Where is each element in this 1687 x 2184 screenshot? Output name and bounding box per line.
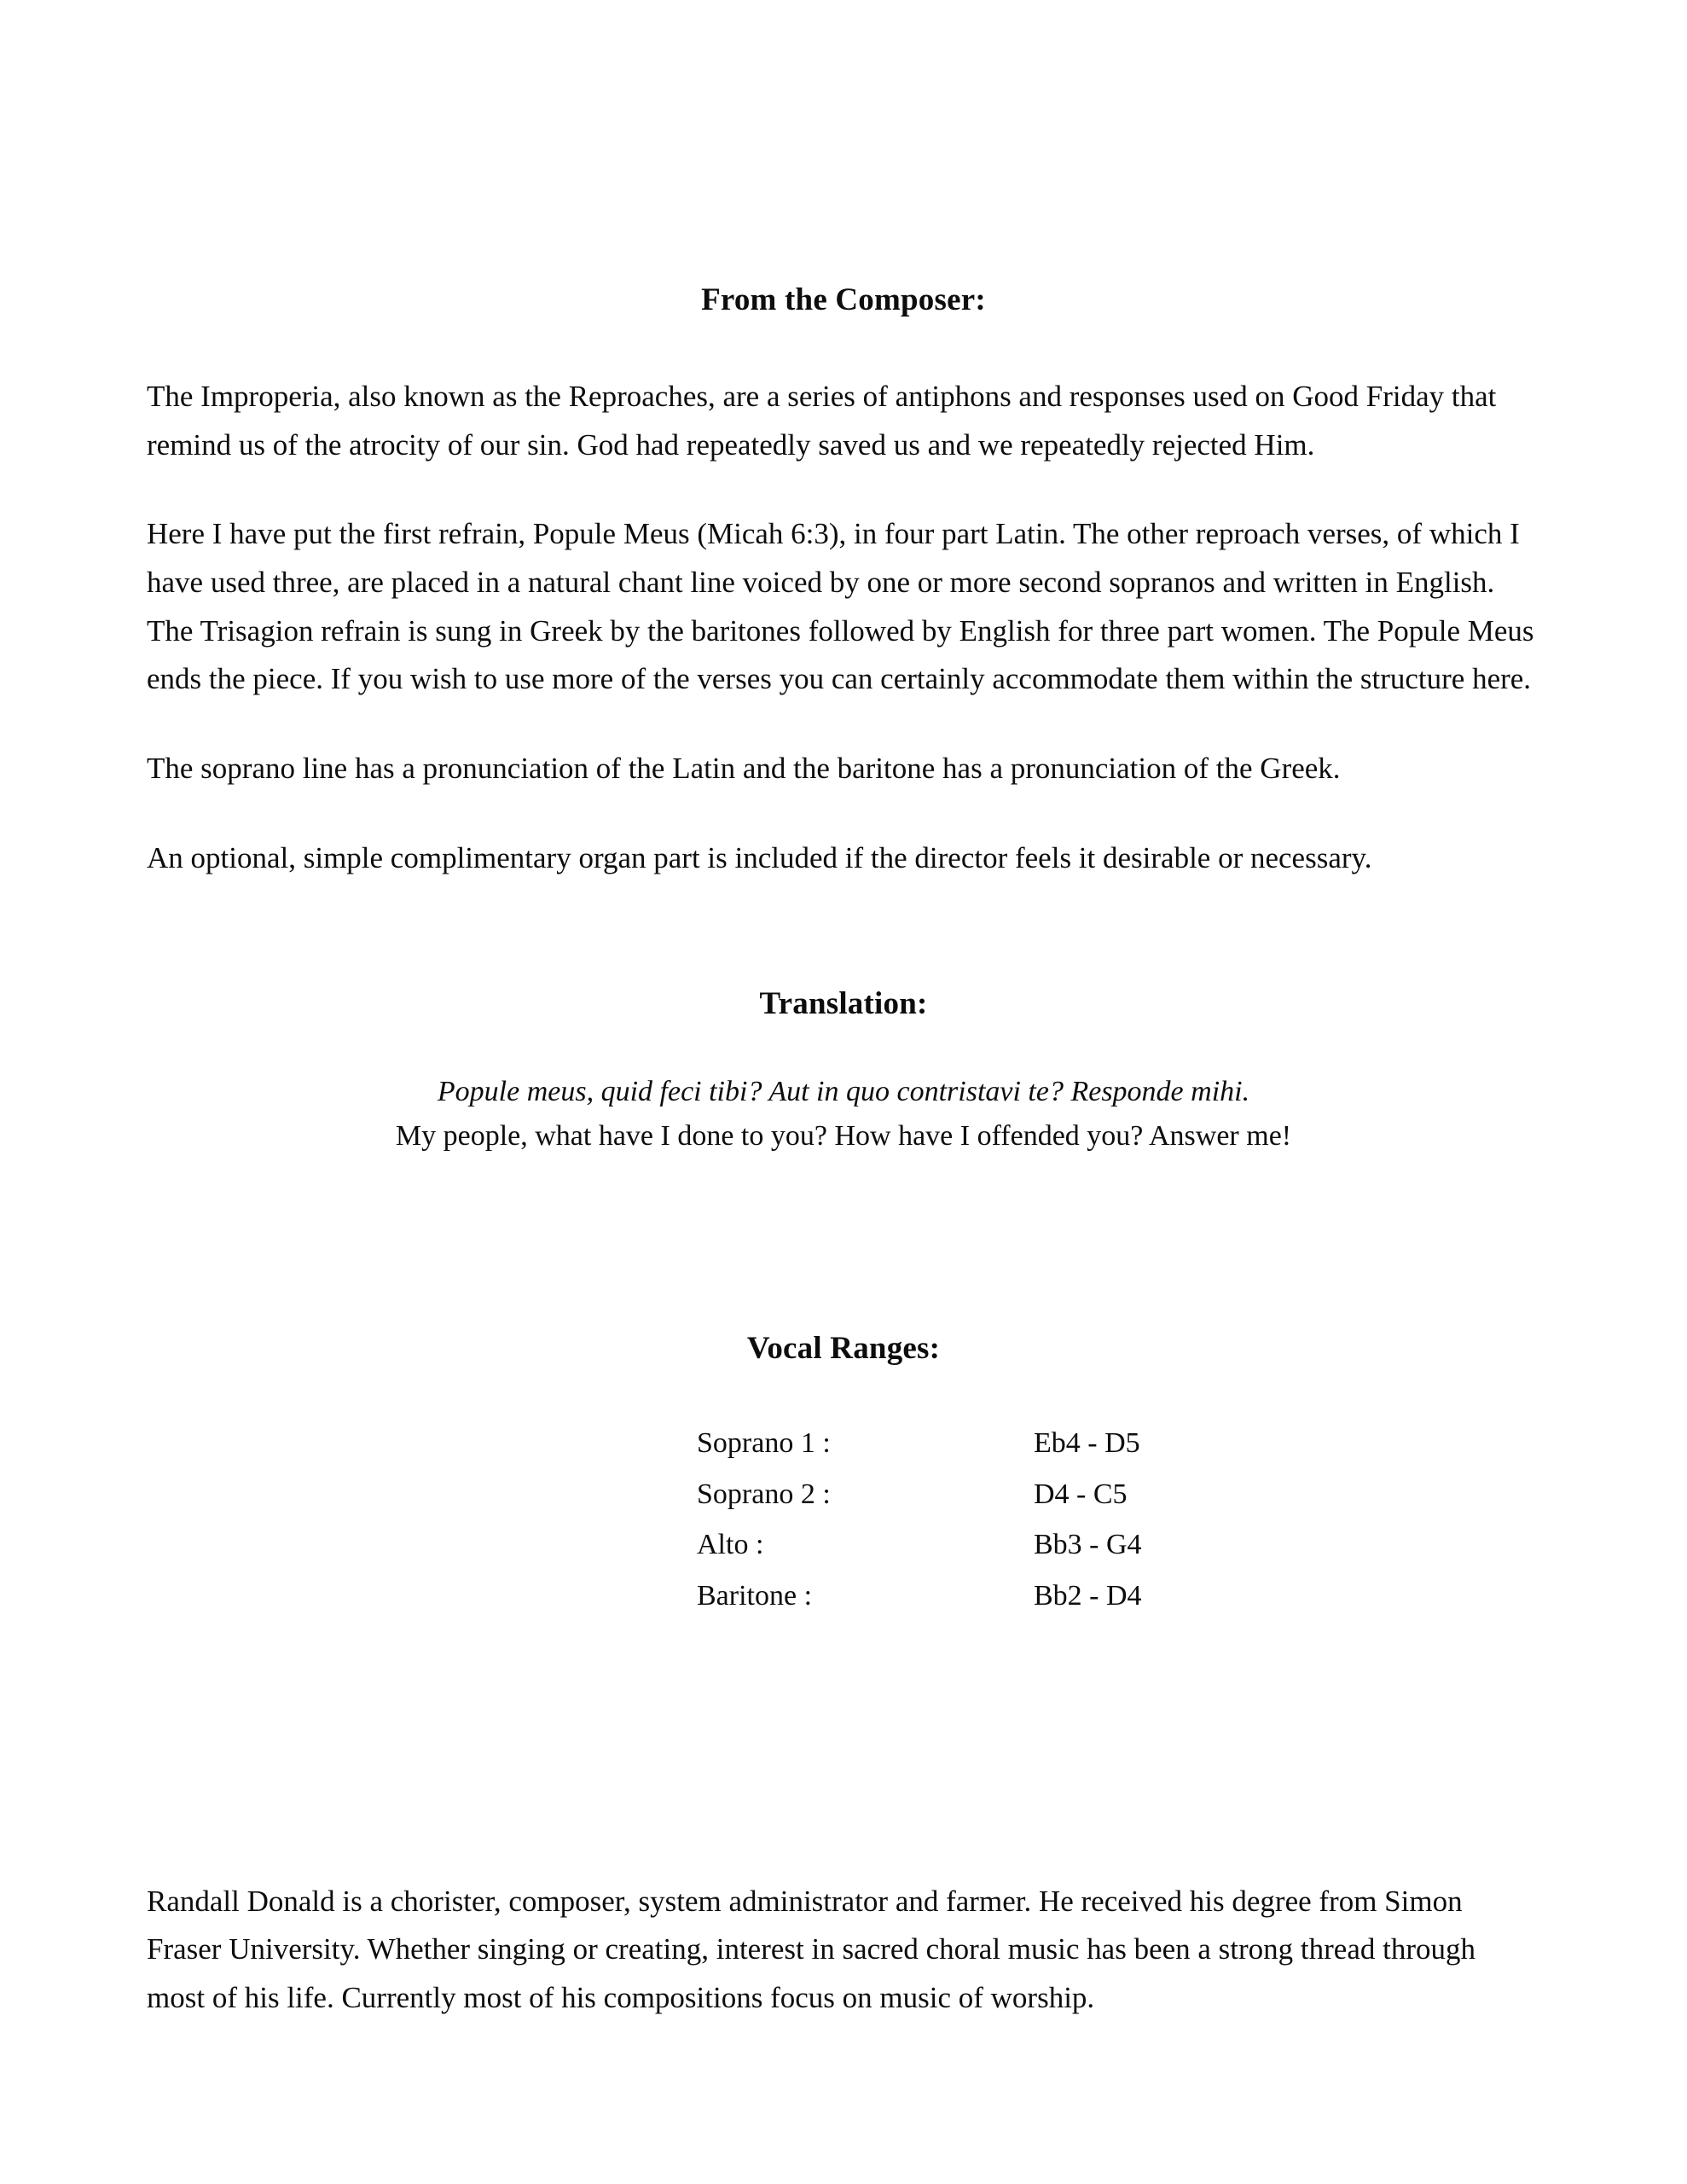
biography-paragraph: Randall Donald is a chorister, composer, system administrator and farmer. He received his degree from Simon Fraser University. Whether singing or creating, interest in sacred choral music has been a strong thread through most of his life. Currently most of his compositions focus on music of worship.	[147, 1884, 1475, 2014]
spacer	[147, 883, 1540, 985]
voice-label: Alto :	[697, 1529, 764, 1561]
spacer	[147, 1022, 1540, 1070]
translation-block	[147, 1070, 1540, 1159]
translation-latin-text: Popule meus, quid feci tibi? Aut in quo contristavi te? Responde mihi.	[437, 1075, 1250, 1107]
translation-section-heading: Translation:	[759, 985, 928, 1021]
voice-range: D4 - C5	[1034, 1478, 1128, 1510]
table-row	[697, 1472, 1142, 1524]
spacer	[147, 1367, 1540, 1421]
voice-range: Eb4 - D5	[1034, 1426, 1140, 1459]
table-row	[697, 1574, 1142, 1625]
table-row	[697, 1523, 1142, 1574]
spacer	[147, 1159, 1540, 1330]
voice-range: Bb3 - G4	[1034, 1529, 1142, 1561]
composer-section-heading: From the Composer:	[701, 282, 986, 317]
spacer	[147, 704, 1540, 745]
table-row	[697, 1421, 1142, 1472]
translation-english-text: My people, what have I done to you? How have I offended you? Answer me!	[395, 1120, 1292, 1153]
voice-range: Bb2 - D4	[1034, 1579, 1142, 1612]
vocal-ranges-table	[697, 1421, 1142, 1625]
spacer	[147, 1625, 1540, 1796]
voice-label: Baritone :	[697, 1579, 813, 1612]
voice-label: Soprano 2 :	[697, 1478, 831, 1510]
composer-paragraph-2: Here I have put the first refrain, Popule Meus (Micah 6:3), in four part Latin. The other reproach verses, of which I have used three, are placed in a natural chant line voiced by one or more second sopranos and written in English. The Trisagion refrain is sung in Greek by the baritones followed by English for three part women. The Popule Meus ends the piece. If you wish to use more of the verses you can certainly accommodate them within the structure here.	[147, 517, 1534, 696]
vocal-ranges-section-heading: Vocal Ranges:	[746, 1330, 941, 1366]
composer-paragraph-3: The soprano line has a pronunciation of the Latin and the baritone has a pronunciation of the Greek.	[147, 752, 1341, 786]
spacer	[147, 1796, 1540, 1878]
composer-paragraph-1: The Improperia, also known as the Reproaches, are a series of antiphons and responses used on Good Friday that remind us of the atrocity of our sin. God had repeatedly saved us and we repeatedly rejected Him.	[147, 380, 1497, 462]
composer-paragraph-4: An optional, simple complimentary organ part is included if the director feels it desirable or necessary.	[147, 840, 1372, 874]
voice-label: Soprano 1 :	[697, 1426, 831, 1459]
top-spacer	[147, 0, 1540, 282]
spacer	[147, 318, 1540, 373]
spacer	[147, 793, 1540, 834]
spacer	[147, 469, 1540, 510]
